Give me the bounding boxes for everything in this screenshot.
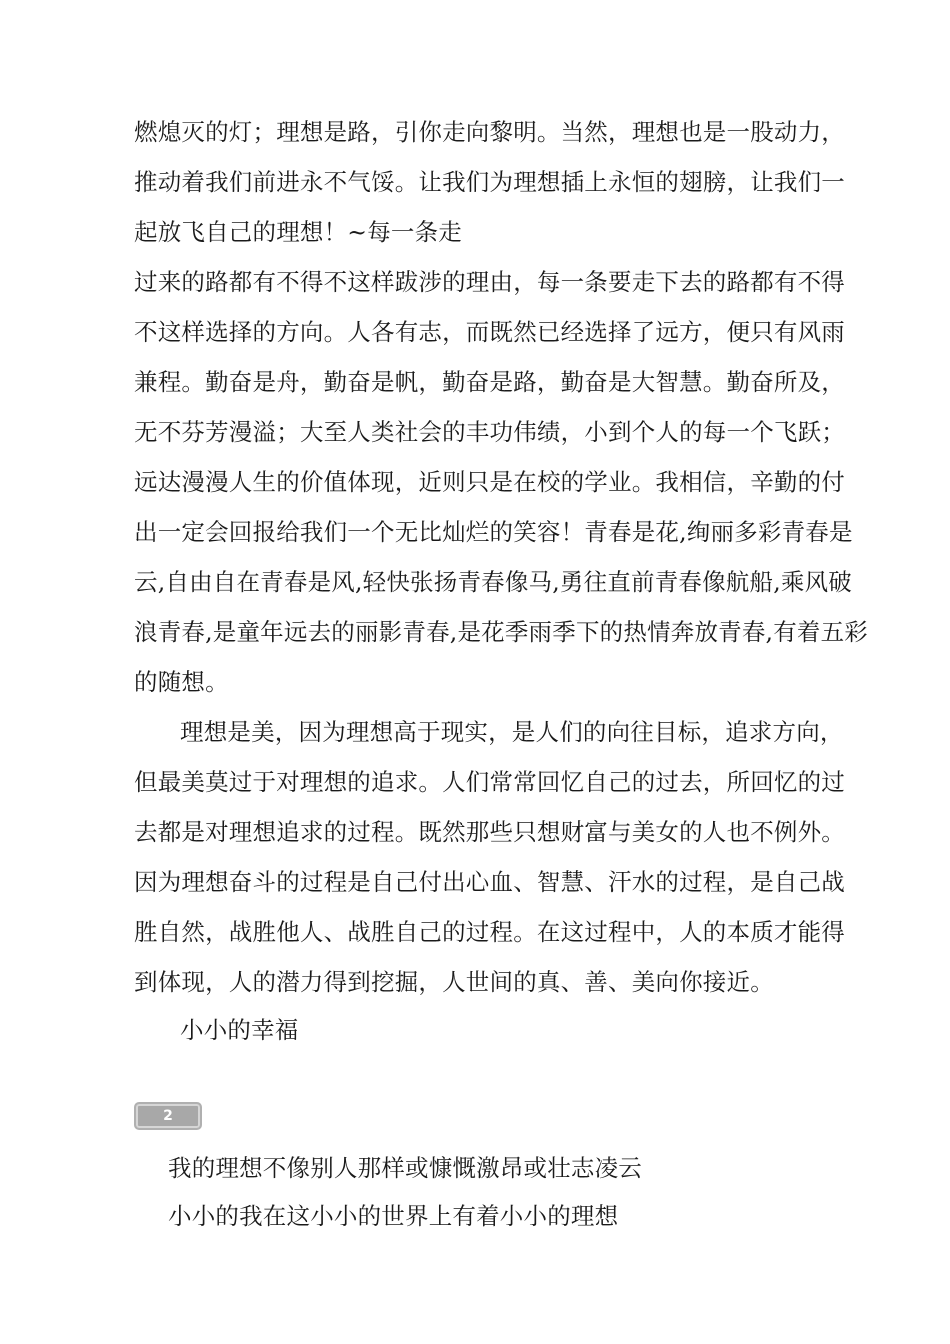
poem-line: 小小的我在这小小的世界上有着小小的理想 (168, 1202, 619, 1230)
text-line: 推动着我们前进永不气馁。让我们为理想插上永恒的翅膀，让我们一 (134, 168, 845, 196)
text-line: 过来的路都有不得不这样跋涉的理由，每一条要走下去的路都有不得 (134, 268, 845, 296)
text-line: 到体现，人的潜力得到挖掘，人世间的真、善、美向你接近。 (134, 968, 774, 996)
text-line: 燃熄灭的灯；理想是路，引你走向黎明。当然，理想也是一股动力， (134, 118, 845, 146)
text-line: 因为理想奋斗的过程是自己付出心血、智慧、汗水的过程，是自己战 (134, 868, 845, 896)
text-line: 无不芬芳漫溢；大至人类社会的丰功伟绩，小到个人的每一个飞跃； (134, 418, 845, 446)
text-line: 不这样选择的方向。人各有志，而既然已经选择了远方，便只有风雨 (134, 318, 845, 346)
text-line: 兼程。勤奋是舟，勤奋是帆，勤奋是路，勤奋是大智慧。勤奋所及， (134, 368, 845, 396)
text-line: 的随想。 (134, 668, 229, 696)
page-number: 2 (163, 1108, 173, 1124)
section-subtitle: 小小的幸福 (180, 1016, 299, 1044)
text-line: 但最美莫过于对理想的追求。人们常常回忆自己的过去，所回忆的过 (134, 768, 845, 796)
text-line: 理想是美，因为理想高于现实，是人们的向往目标，追求方向， (180, 718, 844, 746)
text-line: 胜自然，战胜他人、战胜自己的过程。在这过程中，人的本质才能得 (134, 918, 845, 946)
text-line: 浪青春,是童年远去的丽影青春,是花季雨季下的热情奔放青春,有着五彩 (134, 618, 869, 646)
text-line: 去都是对理想追求的过程。既然那些只想财富与美女的人也不例外。 (134, 818, 845, 846)
text-line: 出一定会回报给我们一个无比灿烂的笑容！青春是花,绚丽多彩青春是 (134, 518, 853, 546)
text-line: 远达漫漫人生的价值体现，近则只是在校的学业。我相信，辛勤的付 (134, 468, 845, 496)
page-number-badge (134, 1102, 202, 1130)
text-line: 云,自由自在青春是风,轻快张扬青春像马,勇往直前青春像航船,乘风破 (134, 568, 852, 596)
poem-line: 我的理想不像别人那样或慷慨激昂或壮志凌云 (168, 1154, 642, 1182)
text-line: 起放飞自己的理想！~每一条走 (134, 218, 462, 246)
